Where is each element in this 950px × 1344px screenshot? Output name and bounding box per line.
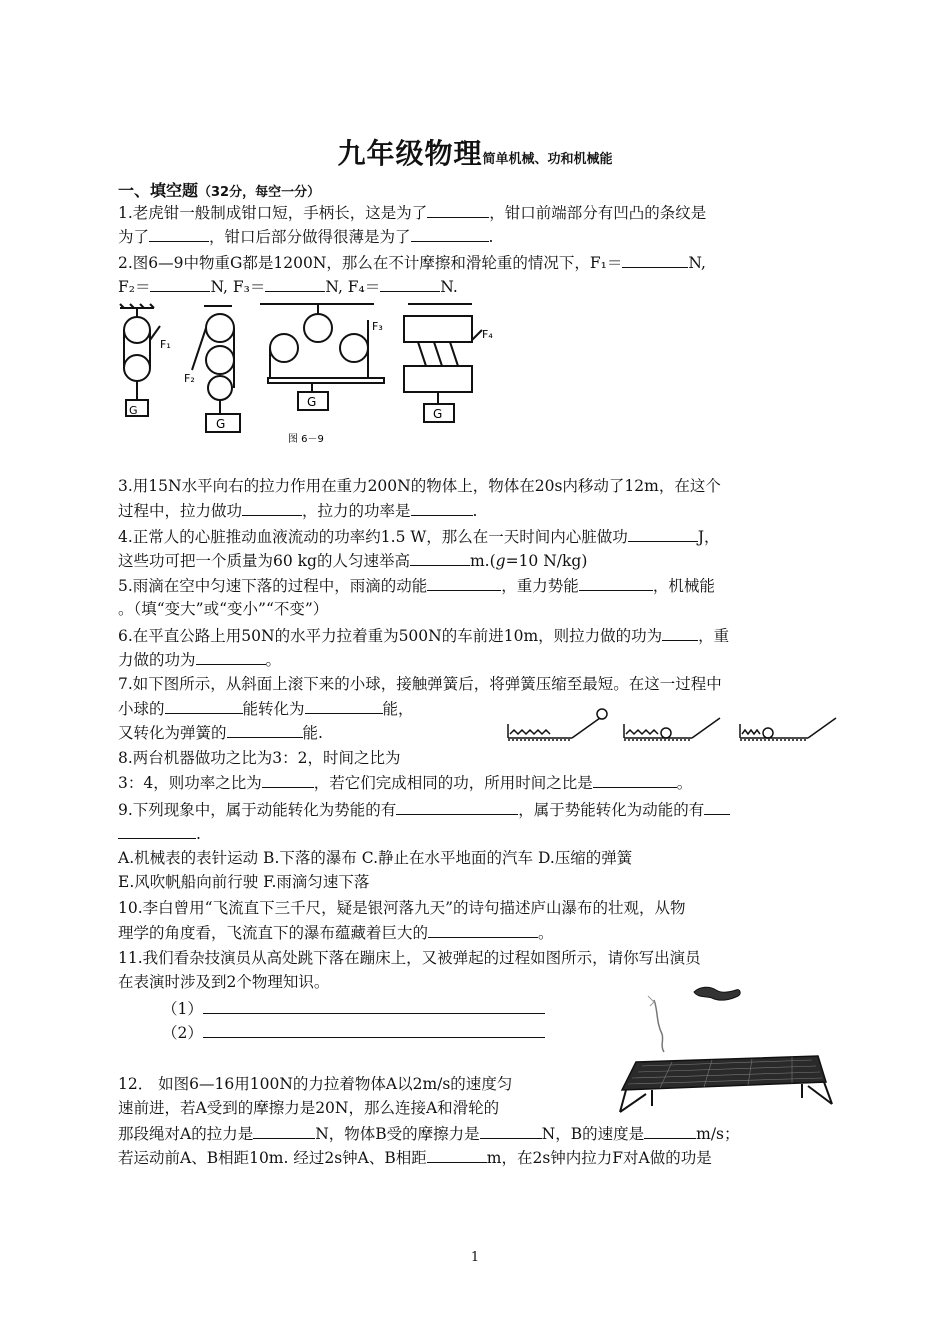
- page-number: 1: [470, 1250, 480, 1265]
- answer-blank[interactable]: [150, 274, 210, 292]
- q12-text: N，物体B受的摩擦力是: [315, 1125, 480, 1143]
- q11-text: （1）: [162, 1000, 203, 1018]
- q1-line-2: [118, 224, 493, 249]
- q11-text: 在表演时涉及到2个物理知识。: [118, 973, 330, 991]
- q4-line-2: [118, 548, 587, 573]
- answer-blank[interactable]: [262, 770, 314, 788]
- q2-line-1: [118, 250, 706, 275]
- q3-line-1: [118, 474, 721, 498]
- q8-text: 3：4，则功率之比为: [118, 774, 262, 792]
- section-score: （32分，每空一分）: [198, 185, 321, 200]
- q6-line-1: [118, 623, 729, 648]
- q1-text: 为了: [118, 228, 150, 246]
- answer-blank[interactable]: [411, 498, 473, 516]
- spring-slope-figure: [506, 704, 840, 744]
- answer-blank[interactable]: [203, 1020, 545, 1038]
- q12-line-2: [118, 1096, 499, 1120]
- answer-blank[interactable]: [196, 647, 266, 665]
- q4-text: J，: [697, 528, 720, 546]
- q11-answer-2: [162, 1020, 545, 1045]
- force-label-f3: F₃: [372, 320, 383, 333]
- q3-text: .: [472, 502, 478, 520]
- q7-line-1: [118, 672, 722, 696]
- q6-text: ，重: [698, 627, 730, 645]
- q9-text: .: [196, 825, 201, 843]
- answer-blank[interactable]: [427, 200, 489, 218]
- q10-line-1: [118, 896, 686, 920]
- answer-blank[interactable]: [480, 1121, 542, 1139]
- q7-text: 又转化为弹簧的: [118, 724, 227, 742]
- answer-blank[interactable]: [593, 770, 677, 788]
- answer-blank[interactable]: [227, 720, 303, 738]
- answer-blank[interactable]: [622, 250, 688, 268]
- q4-text: 4.正常人的心脏推动血液流动的功率约1.5 W，那么在一天时间内心脏做功: [118, 528, 628, 546]
- q6-text: 力做的功为: [118, 651, 196, 669]
- q4-text: 这些功可把一个质量为60 kg的人匀速举高: [118, 552, 410, 570]
- q5-line-1: [118, 573, 715, 598]
- answer-blank[interactable]: [644, 1121, 696, 1139]
- q4-text: m.(: [469, 552, 496, 570]
- q7-text: 能.: [302, 724, 323, 742]
- answer-blank[interactable]: [118, 821, 196, 839]
- pulley-figure-6-9: [112, 300, 502, 448]
- q8-line-2: [118, 770, 692, 795]
- q12-text: 那段绳对A的拉力是: [118, 1125, 254, 1143]
- answer-blank[interactable]: [704, 797, 730, 815]
- q11-answer-1: [162, 996, 545, 1021]
- q7-text: 能转化为: [242, 700, 305, 718]
- q4-line-1: [118, 524, 720, 549]
- q4-text: =10 N/kg): [505, 552, 588, 570]
- q2-text: N.: [440, 278, 458, 296]
- q3-text: ，拉力的功率是: [302, 502, 411, 520]
- q10-line-2: [118, 920, 554, 945]
- q12-line-4: [118, 1145, 712, 1170]
- answer-blank[interactable]: [149, 224, 209, 242]
- answer-blank[interactable]: [411, 224, 489, 242]
- q11-text: 11.我们看杂技演员从高处跳下落在蹦床上，又被弹起的过程如图所示，请你写出演员: [118, 949, 701, 967]
- answer-blank[interactable]: [203, 996, 545, 1014]
- q9-line-1: [118, 797, 730, 822]
- q11-line-1: [118, 946, 701, 970]
- q2-text: N, F₄＝: [325, 278, 381, 296]
- answer-blank[interactable]: [427, 573, 501, 591]
- q5-text: ，机械能: [652, 577, 715, 595]
- q5-text: 5.雨滴在空中匀速下落的过程中，雨滴的动能: [118, 577, 428, 595]
- q11-line-2: [118, 970, 329, 994]
- weight-label: G: [129, 404, 138, 417]
- q12-text: 速前进，若A受到的摩擦力是20N，那么连接A和滑轮的: [118, 1099, 500, 1117]
- answer-blank[interactable]: [579, 573, 653, 591]
- q6-text: 6.在平直公路上用50N的水平力拉着重为500N的车前进10m，则拉力做的功为: [118, 627, 663, 645]
- q4-text: g: [495, 552, 506, 570]
- trampoline-figure: [612, 970, 836, 1120]
- answer-blank[interactable]: [265, 274, 325, 292]
- q8-text: ，若它们完成相同的功，所用时间之比是: [313, 774, 593, 792]
- q10-text: 。: [538, 924, 554, 942]
- answer-blank[interactable]: [410, 548, 470, 566]
- q7-line-3: [118, 720, 323, 745]
- q2-text: F₂＝: [118, 278, 151, 296]
- q5-text: 。（填“变大”或“变小”“不变”）: [118, 600, 329, 618]
- figure-caption: 图 6－9: [288, 434, 324, 445]
- q1-text: ，钳口后部分做得很薄是为了: [209, 228, 411, 246]
- q9-line-2: [118, 821, 201, 846]
- force-label-f1: F₁: [160, 338, 171, 351]
- q12-text: 若运动前A、B相距10m. 经过2s钟A、B相距: [118, 1149, 427, 1167]
- answer-blank[interactable]: [628, 524, 698, 542]
- q3-text: 3.用15N水平向右的拉力作用在重力200N的物体上，物体在20s内移动了12m，在这个: [118, 477, 721, 495]
- answer-blank[interactable]: [427, 1145, 487, 1163]
- answer-blank[interactable]: [396, 797, 518, 815]
- q1-text: .: [488, 228, 494, 246]
- q6-text: 。: [265, 651, 282, 669]
- q7-text: 小球的: [118, 700, 165, 718]
- force-label-f2: F₂: [184, 372, 195, 385]
- q2-line-2: [118, 274, 458, 299]
- q7-text: 能，: [382, 700, 414, 718]
- q8-line-1: [118, 746, 401, 770]
- q12-line-3: [118, 1121, 740, 1146]
- q10-text: 10.李白曾用“飞流直下三千尺，疑是银河落九天”的诗句描述庐山瀑布的壮观，从物: [118, 899, 686, 917]
- q3-text: 过程中，拉力做功: [118, 502, 243, 520]
- answer-blank[interactable]: [662, 623, 698, 641]
- q7-text: 7.如下图所示，从斜面上滚下来的小球，接触弹簧后，将弹簧压缩至最短。在这一过程中: [118, 675, 722, 693]
- q6-line-2: [118, 647, 281, 672]
- q9-options: A.机械表的表针运动 B.下落的瀑布 C.静止在水平地面的汽车 D.压缩的弹簧: [118, 849, 633, 867]
- q5-text: ，重力势能: [501, 577, 579, 595]
- q9-text: 9.下列现象中，属于动能转化为势能的有: [118, 801, 397, 819]
- title-sub: 简单机械、功和机械能: [482, 152, 613, 167]
- q10-text: 理学的角度看，飞流直下的瀑布蕴藏着巨大的: [118, 924, 429, 942]
- q9-options-2: [118, 870, 369, 894]
- page-title: [0, 132, 950, 172]
- q2-text: N, F₃＝: [210, 278, 266, 296]
- q8-text: 8.两台机器做功之比为3：2，时间之比为: [118, 749, 401, 767]
- answer-blank[interactable]: [242, 498, 302, 516]
- q12-line-1: [118, 1072, 512, 1096]
- q9-options-1: [118, 846, 632, 870]
- q1-text: 1.老虎钳一般制成钳口短，手柄长，这是为了: [118, 204, 428, 222]
- answer-blank[interactable]: [165, 696, 243, 714]
- answer-blank[interactable]: [305, 696, 383, 714]
- force-label-f4: F₄: [482, 328, 493, 341]
- q11-text: （2）: [162, 1024, 203, 1042]
- q2-text: 2.图6—9中物重G都是1200N，那么在不计摩擦和滑轮重的情况下，F₁＝: [118, 254, 623, 272]
- q2-text: N,: [688, 254, 706, 272]
- q1-text: ，钳口前端部分有凹凸的条纹是: [489, 204, 707, 222]
- q9-text: ，属于势能转化为动能的有: [518, 801, 705, 819]
- answer-blank[interactable]: [428, 920, 538, 938]
- q1-line-1: [118, 200, 706, 225]
- section-title: 一、填空题: [118, 181, 199, 200]
- q12-text: 12． 如图6—16用100N的力拉着物体A以2m/s的速度匀: [118, 1075, 513, 1093]
- title-main: 九年级物理: [337, 137, 483, 170]
- q7-line-2: [118, 696, 414, 721]
- answer-blank[interactable]: [380, 274, 440, 292]
- q12-text: m/s；: [696, 1125, 740, 1143]
- weight-label: G: [433, 407, 443, 421]
- q12-text: m，在2s钟内拉力F对A做的功是: [486, 1149, 712, 1167]
- weight-label: G: [307, 395, 317, 409]
- q5-line-2: [118, 597, 328, 621]
- q9-options: E.风吹帆船向前行驶 F.雨滴匀速下落: [118, 873, 370, 891]
- q3-line-2: [118, 498, 477, 523]
- q8-text: 。: [676, 774, 693, 792]
- section-heading: [118, 178, 320, 201]
- weight-label: G: [216, 417, 226, 431]
- q12-text: N，B的速度是: [541, 1125, 645, 1143]
- answer-blank[interactable]: [253, 1121, 315, 1139]
